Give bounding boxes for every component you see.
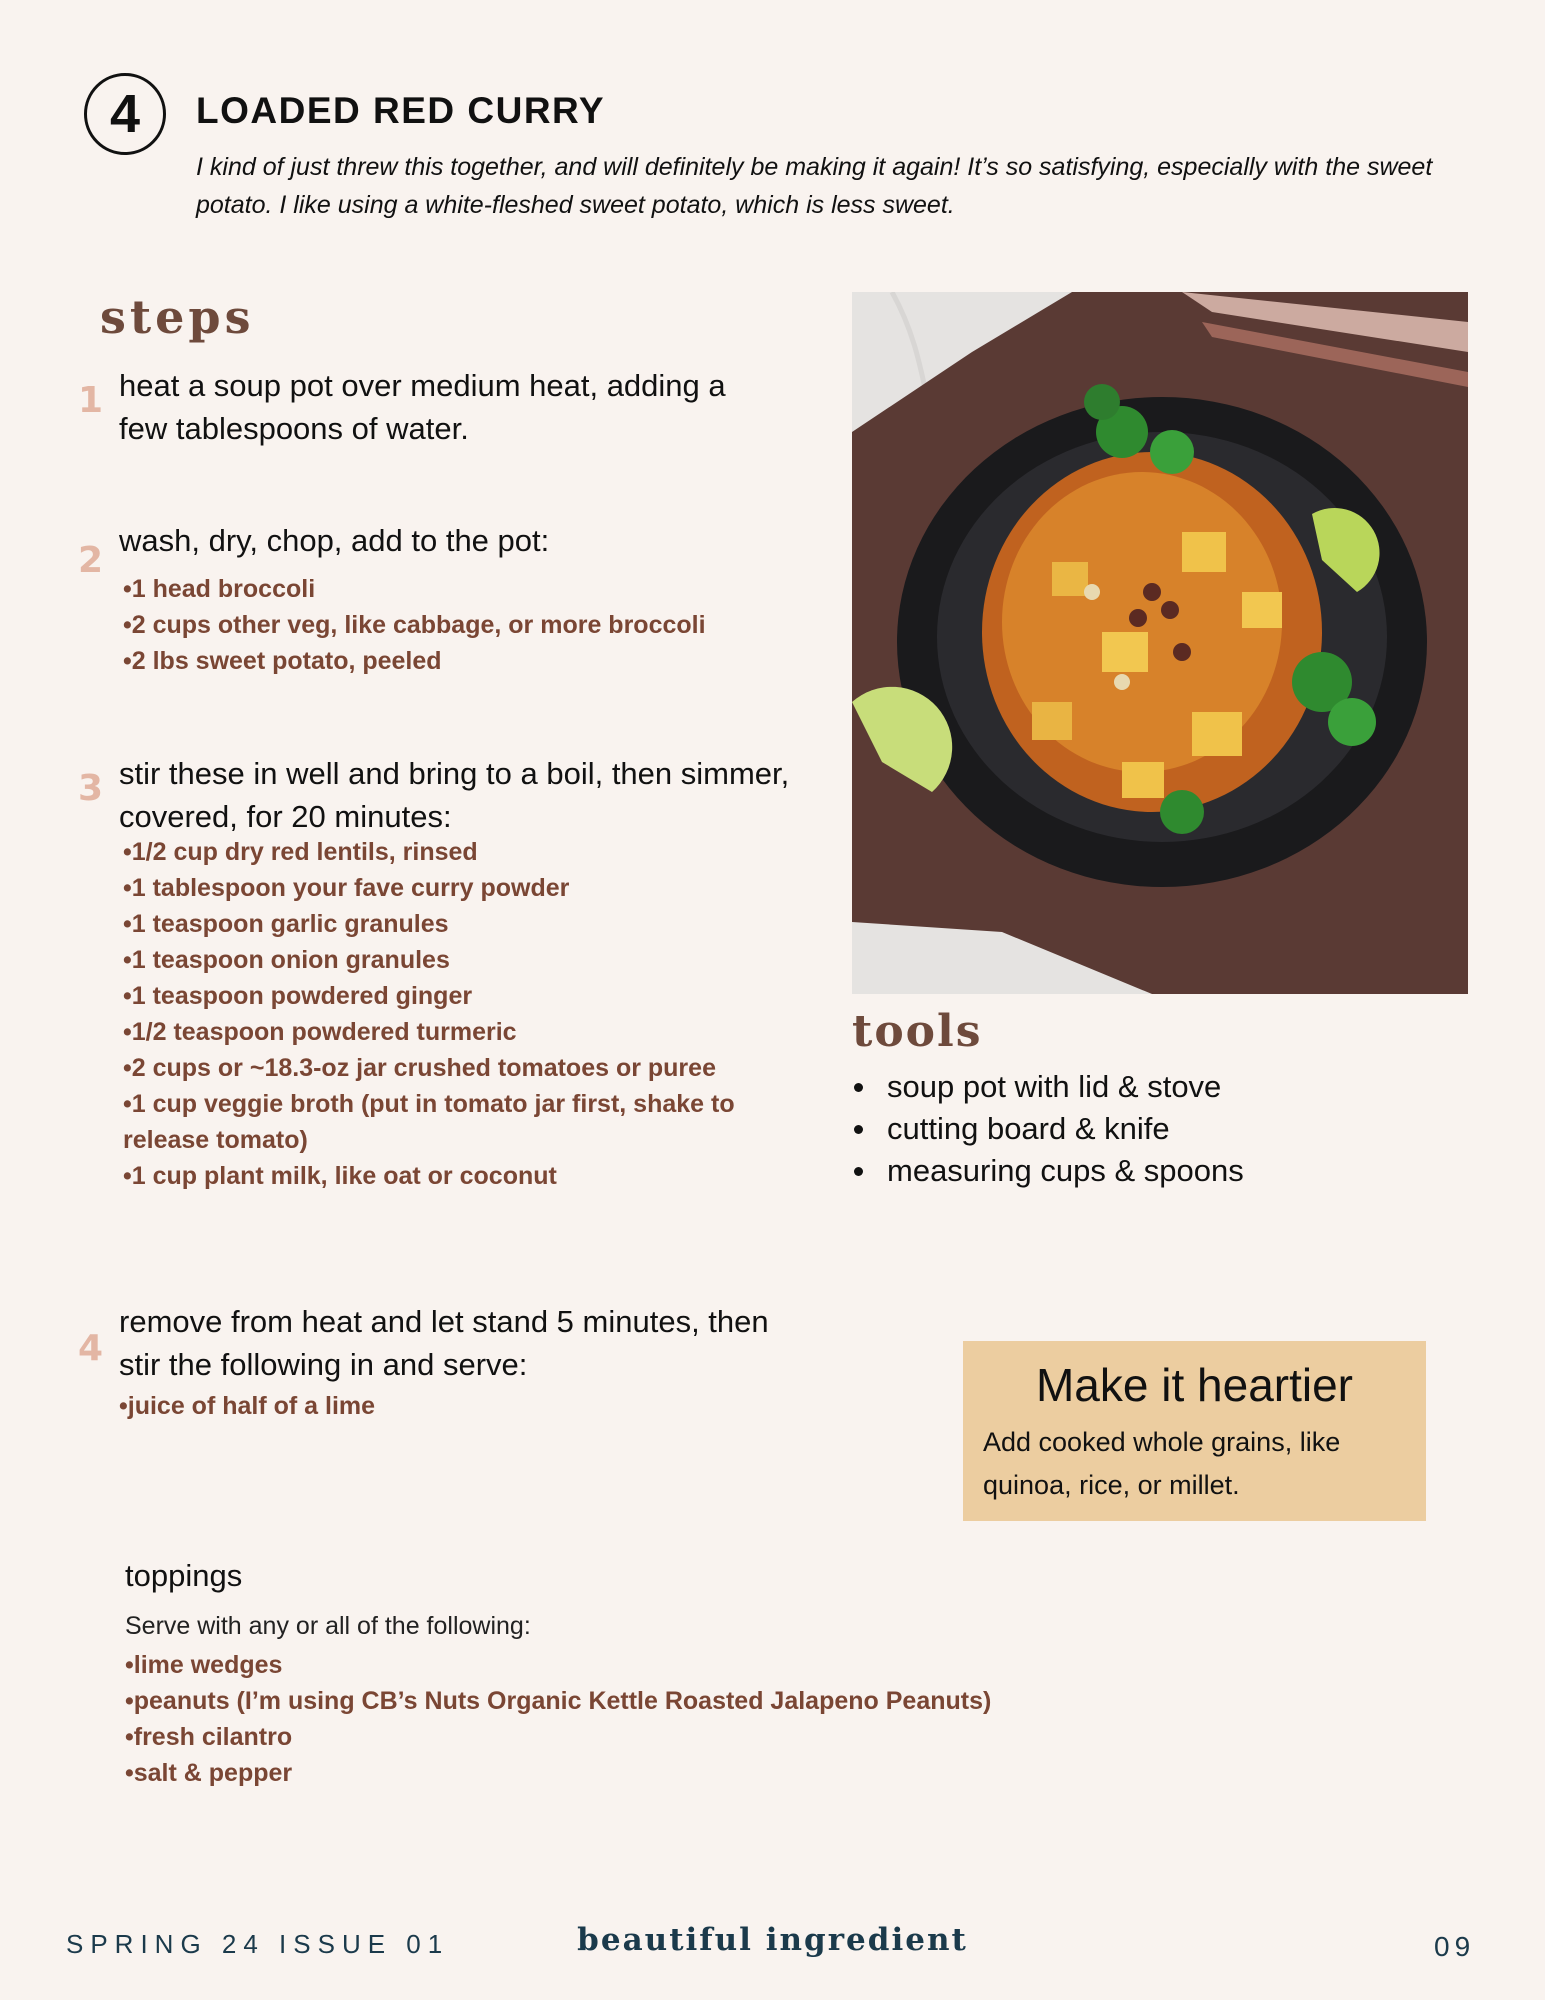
step-text: wash, dry, chop, add to the pot: — [119, 523, 550, 558]
tools-item-label: soup pot with lid & stove — [887, 1069, 1222, 1104]
ingredient-item: •1 teaspoon powdered ginger — [123, 982, 473, 1010]
recipe-number: 4 — [109, 84, 141, 144]
step-number: 2 — [78, 540, 104, 581]
step-number: 3 — [78, 768, 104, 809]
tools-list — [852, 1066, 1244, 1192]
steps-heading: steps — [100, 290, 255, 344]
bullet-icon — [854, 1083, 863, 1092]
ingredient-item: •1 teaspoon onion granules — [123, 946, 450, 974]
step-text: heat a soup pot over medium heat, adding a few tablespoons of water. — [119, 368, 726, 446]
toppings-item: •fresh cilantro — [125, 1723, 293, 1751]
ingredient-item: •1/2 teaspoon powdered turmeric — [123, 1018, 517, 1046]
curry-illustration — [852, 292, 1468, 994]
recipe-title: LOADED RED CURRY — [196, 90, 606, 131]
ingredient-item: •2 lbs sweet potato, peeled — [123, 647, 442, 675]
tip-title: Make it heartier — [1035, 1359, 1353, 1411]
ingredient-item: •1 tablespoon your fave curry powder — [123, 874, 570, 902]
footer-magazine-name: beautiful ingredient — [577, 1922, 968, 1958]
toppings-item: •salt & pepper — [125, 1759, 293, 1787]
toppings-item: •lime wedges — [125, 1651, 283, 1679]
recipe-number-badge — [84, 73, 166, 155]
recipe-intro: I kind of just threw this together, and will definitely be making it again! It’s so satisfying, especially with the sweet potato. I like using a white-fleshed sweet potato, which is less sweet. — [196, 153, 1433, 219]
toppings-list — [125, 1647, 991, 1791]
tools-item — [852, 1066, 1244, 1108]
ingredient-item: •1 teaspoon garlic granules — [123, 910, 449, 938]
tools-item-label: cutting board & knife — [887, 1111, 1170, 1146]
step-number: 1 — [78, 380, 104, 421]
tools-heading: tools — [852, 1006, 983, 1057]
ingredient-item: •1 cup plant milk, like oat or coconut — [123, 1162, 557, 1190]
ingredient-item: •2 cups other veg, like cabbage, or more broccoli — [123, 611, 706, 639]
step-text: remove from heat and let stand 5 minutes, then stir the following in and serve: — [119, 1304, 769, 1382]
ingredient-list — [123, 571, 823, 679]
tools-item — [852, 1150, 1244, 1192]
step-number: 4 — [78, 1328, 104, 1369]
bullet-icon — [854, 1167, 863, 1176]
ingredient-item: •1/2 cup dry red lentils, rinsed — [123, 838, 478, 866]
ingredient-item: •juice of half of a lime — [119, 1392, 376, 1420]
bullet-icon — [854, 1125, 863, 1134]
toppings-intro: Serve with any or all of the following: — [125, 1612, 531, 1640]
step-text: stir these in well and bring to a boil, then simmer, covered, for 20 minutes: — [119, 756, 790, 834]
heartier-tip-box — [963, 1341, 1426, 1521]
ingredient-item: •2 cups or ~18.3-oz jar crushed tomatoes or puree — [123, 1054, 716, 1082]
footer-issue: SPRING 24 ISSUE 01 — [66, 1929, 450, 1959]
ingredient-list — [123, 834, 803, 1194]
tools-item — [852, 1108, 1244, 1150]
toppings-heading: toppings — [125, 1558, 243, 1593]
tools-item-label: measuring cups & spoons — [887, 1153, 1244, 1188]
toppings-item: •peanuts (I’m using CB’s Nuts Organic Kettle Roasted Jalapeno Peanuts) — [125, 1687, 992, 1715]
tip-body: Add cooked whole grains, like quinoa, rice, or millet. — [983, 1427, 1341, 1500]
ingredient-item: •1 cup veggie broth (put in tomato jar first, shake to release tomato) — [123, 1090, 735, 1154]
ingredient-list — [119, 1388, 799, 1424]
footer-page-number: 09 — [1434, 1931, 1476, 1962]
curry-bowl-photo — [852, 292, 1468, 994]
ingredient-item: •1 head broccoli — [123, 575, 316, 603]
